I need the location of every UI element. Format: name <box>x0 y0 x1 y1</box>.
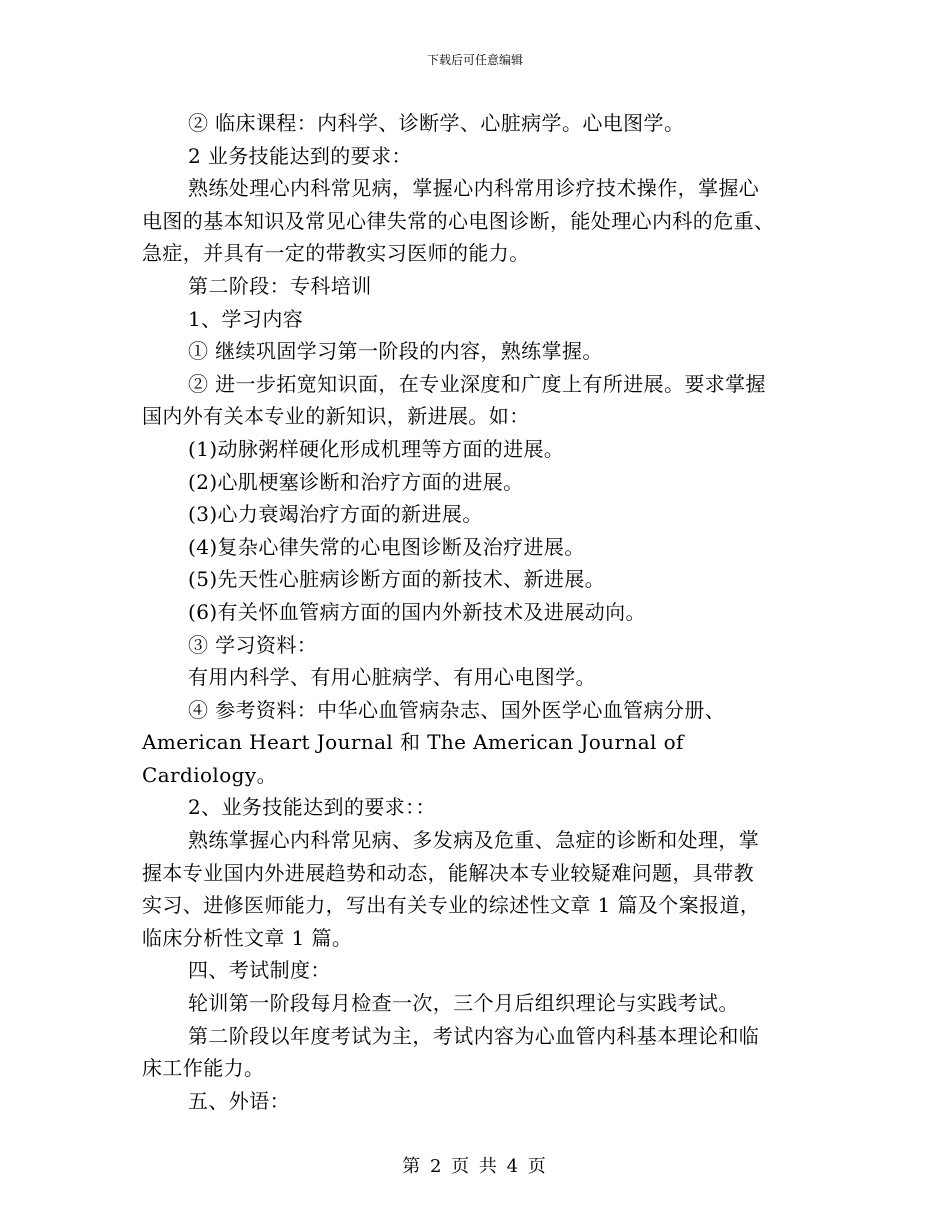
subsection-heading: 2、业务技能达到的要求：： <box>188 795 436 820</box>
text-line: 临床分析性文章 1 篇。 <box>142 925 353 950</box>
list-item: (3)心力衰竭治疗方面的新进展。 <box>188 502 483 527</box>
section-heading: 四、考试制度： <box>188 958 331 983</box>
list-item: (1)动脉粥样硬化形成机理等方面的进展。 <box>188 436 565 461</box>
text-line: ② 进一步拓宽知识面，在专业深度和广度上有所进展。要求掌握 <box>188 371 766 396</box>
list-item: (4)复杂心律失常的心电图诊断及治疗进展。 <box>188 534 585 559</box>
document-body <box>142 107 810 1117</box>
text-line: 轮训第一阶段每月检查一次，三个月后组织理论与实践考试。 <box>188 991 739 1016</box>
list-item: (2)心肌梗塞诊断和治疗方面的进展。 <box>188 469 524 494</box>
text-line: 第二阶段以年度考试为主，考试内容为心血管内科基本理论和临 <box>188 1023 760 1048</box>
list-item: (6)有关怀血管病方面的国内外新技术及进展动向。 <box>188 599 646 624</box>
text-line: ④ 参考资料：中华心血管病杂志、国外医学心血管病分册、 <box>188 697 726 722</box>
text-line: 2 业务技能达到的要求： <box>188 143 412 168</box>
text-line: 熟练处理心内科常见病，掌握心内科常用诊疗技术操作，掌握心 <box>188 176 760 201</box>
text-line: 有用内科学、有用心脏病学、有用心电图学。 <box>188 665 596 690</box>
section-heading: 五、外语： <box>188 1088 290 1113</box>
text-line: 实习、进修医师能力，写出有关专业的综述性文章 1 篇及个案报道， <box>142 893 761 918</box>
text-line: 电图的基本知识及常见心律失常的心电图诊断，能处理心内科的危重、 <box>142 208 775 233</box>
text-line: 熟练掌握心内科常见病、多发病及危重、急症的诊断和处理，掌 <box>188 828 760 853</box>
list-item: (5)先天性心脏病诊断方面的新技术、新进展。 <box>188 567 606 592</box>
text-line: ② 临床课程：内科学、诊断学、心脏病学。心电图学。 <box>188 111 685 135</box>
text-line: American Heart Journal 和 The American Journal of <box>142 730 684 755</box>
text-line: ③ 学习资料： <box>188 632 318 657</box>
text-line: 急症，并具有一定的带教实习医师的能力。 <box>142 241 530 266</box>
text-line: ① 继续巩固学习第一阶段的内容，熟练掌握。 <box>188 339 603 364</box>
text-line: 握本专业国内外进展趋势和动态，能解决本专业较疑难问题，具带教 <box>142 860 754 885</box>
subsection-heading: 1、学习内容 <box>188 306 304 331</box>
section-heading: 第二阶段：专科培训 <box>188 273 372 298</box>
text-line: Cardiology。 <box>142 762 277 787</box>
text-line: 床工作能力。 <box>142 1056 265 1081</box>
page-number-footer: 第 2 页 共 4 页 <box>402 1156 548 1177</box>
text-line: 国内外有关本专业的新知识，新进展。如： <box>142 404 530 429</box>
page-header: 下载后可任意编辑 <box>426 53 523 67</box>
